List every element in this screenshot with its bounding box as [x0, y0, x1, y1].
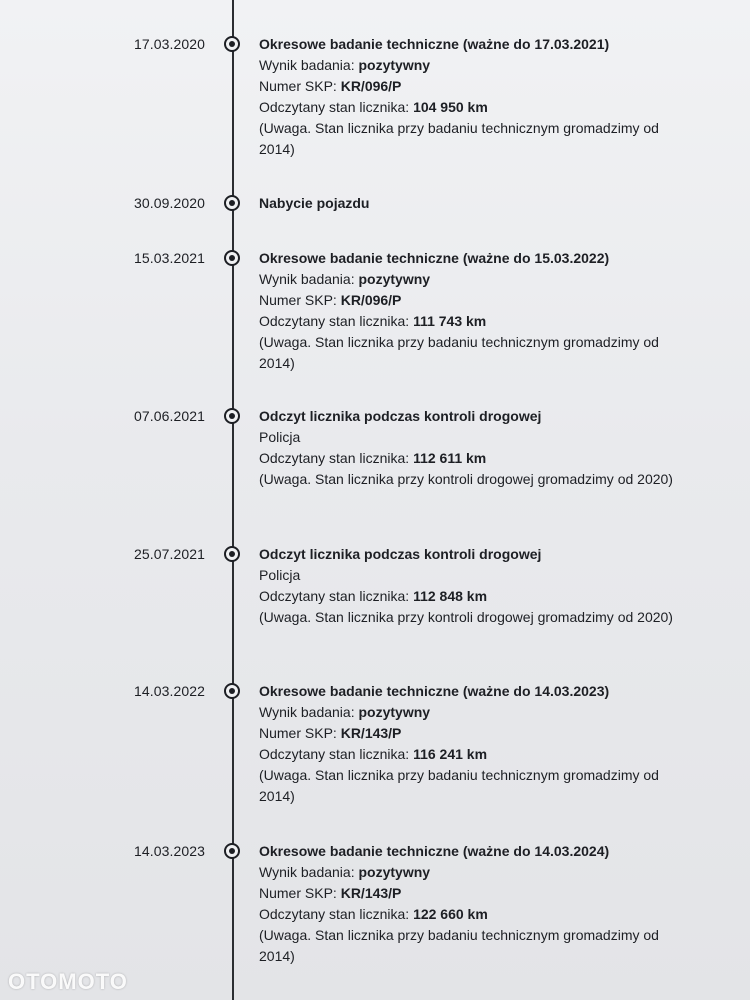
odometer-value: 112 848 km: [413, 588, 488, 604]
event-details: [259, 34, 679, 160]
odometer-label: Odczytany stan licznika:: [259, 313, 410, 329]
odometer-row: [259, 448, 679, 469]
skp-value: KR/143/P: [340, 725, 402, 741]
source-row: Policja: [259, 429, 301, 445]
timeline-dot-icon: [224, 195, 240, 211]
skp-label: Numer SKP:: [259, 885, 337, 901]
event-note: (Uwaga. Stan licznika przy kontroli drogowej gromadzimy od 2020): [259, 609, 673, 625]
event-date: 07.06.2021: [134, 408, 206, 424]
result-label: Wynik badania:: [259, 57, 355, 73]
odometer-value: 122 660 km: [413, 906, 488, 922]
timeline-dot-icon: [224, 843, 240, 859]
odometer-label: Odczytany stan licznika:: [259, 746, 410, 762]
event-date: 25.07.2021: [134, 546, 206, 562]
odometer-label: Odczytany stan licznika:: [259, 99, 410, 115]
skp-row: [259, 883, 679, 904]
timeline-dot-icon: [224, 36, 240, 52]
event-title: Odczyt licznika podczas kontroli drogowej: [259, 408, 542, 424]
timeline-dot-icon: [224, 250, 240, 266]
event-title: Odczyt licznika podczas kontroli drogowej: [259, 546, 542, 562]
event-details: [259, 406, 679, 490]
event-note: (Uwaga. Stan licznika przy badaniu technicznym gromadzimy od 2014): [259, 334, 659, 371]
otomoto-watermark: OTOMOTO: [8, 969, 128, 994]
event-note: (Uwaga. Stan licznika przy kontroli drogowej gromadzimy od 2020): [259, 471, 673, 487]
result-value: pozytywny: [358, 704, 431, 720]
odometer-value: 116 241 km: [413, 746, 488, 762]
odometer-row: [259, 311, 679, 332]
odometer-row: [259, 97, 679, 118]
skp-label: Numer SKP:: [259, 725, 337, 741]
event-details: [259, 681, 679, 807]
result-row: [259, 269, 679, 290]
odometer-label: Odczytany stan licznika:: [259, 906, 410, 922]
result-row: [259, 862, 679, 883]
event-title: Okresowe badanie techniczne (ważne do 15.03.2022): [259, 250, 610, 266]
skp-label: Numer SKP:: [259, 292, 337, 308]
event-title: Okresowe badanie techniczne (ważne do 14.03.2024): [259, 843, 610, 859]
timeline-dot-icon: [224, 683, 240, 699]
result-row: [259, 702, 679, 723]
event-title: Okresowe badanie techniczne (ważne do 14.03.2023): [259, 683, 610, 699]
skp-row: [259, 723, 679, 744]
timeline-dot-icon: [224, 546, 240, 562]
event-title: Okresowe badanie techniczne (ważne do 17.03.2021): [259, 36, 610, 52]
result-value: pozytywny: [358, 57, 431, 73]
event-date: 14.03.2023: [134, 843, 206, 859]
event-date: 17.03.2020: [134, 36, 206, 52]
skp-label: Numer SKP:: [259, 78, 337, 94]
event-details: [259, 544, 679, 628]
odometer-value: 111 743 km: [413, 313, 487, 329]
odometer-row: [259, 586, 679, 607]
source-row: Policja: [259, 567, 301, 583]
result-label: Wynik badania:: [259, 271, 355, 287]
skp-row: [259, 76, 679, 97]
odometer-label: Odczytany stan licznika:: [259, 450, 410, 466]
event-details: [259, 841, 679, 967]
event-note: (Uwaga. Stan licznika przy badaniu technicznym gromadzimy od 2014): [259, 120, 659, 157]
event-note: (Uwaga. Stan licznika przy badaniu technicznym gromadzimy od 2014): [259, 767, 659, 804]
result-value: pozytywny: [358, 271, 431, 287]
odometer-row: [259, 904, 679, 925]
odometer-row: [259, 744, 679, 765]
result-value: pozytywny: [358, 864, 431, 880]
result-label: Wynik badania:: [259, 704, 355, 720]
skp-row: [259, 290, 679, 311]
event-date: 15.03.2021: [134, 250, 206, 266]
event-note: (Uwaga. Stan licznika przy badaniu technicznym gromadzimy od 2014): [259, 927, 659, 964]
odometer-value: 104 950 km: [413, 99, 488, 115]
event-details: [259, 193, 679, 214]
event-date: 14.03.2022: [134, 683, 206, 699]
skp-value: KR/096/P: [340, 292, 402, 308]
result-row: [259, 55, 679, 76]
skp-value: KR/096/P: [340, 78, 402, 94]
skp-value: KR/143/P: [340, 885, 402, 901]
odometer-label: Odczytany stan licznika:: [259, 588, 410, 604]
event-title: Nabycie pojazdu: [259, 195, 370, 211]
odometer-value: 112 611 km: [413, 450, 487, 466]
timeline-dot-icon: [224, 408, 240, 424]
event-date: 30.09.2020: [134, 195, 206, 211]
result-label: Wynik badania:: [259, 864, 355, 880]
event-details: [259, 248, 679, 374]
